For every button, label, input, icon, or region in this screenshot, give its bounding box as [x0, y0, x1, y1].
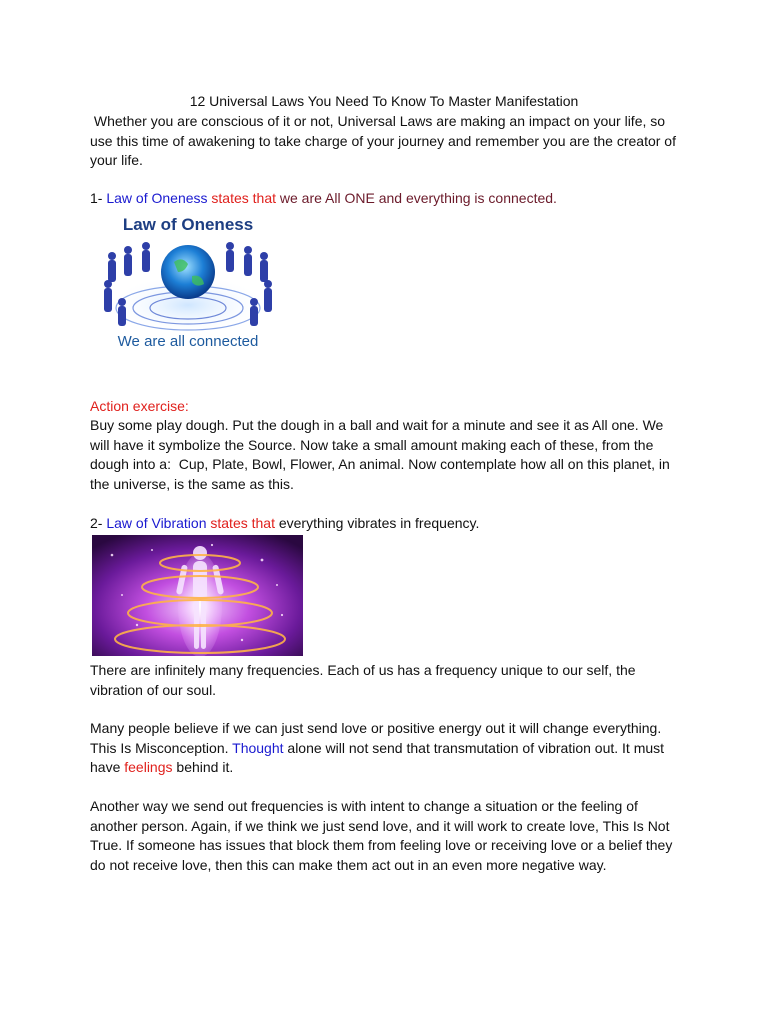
- law1-statement: we are All ONE and everything is connected.: [279, 190, 557, 206]
- frequencies-paragraph: [90, 661, 690, 700]
- text-span: have: [90, 759, 125, 775]
- oneness-heading: Law of Oneness: [122, 215, 254, 234]
- text-span: This Is Misconception.: [90, 739, 233, 756]
- action-exercise-text: [90, 416, 690, 494]
- paragraph-line: do not receive love, then this can make them act out in an even more negative way.: [90, 856, 607, 873]
- intro-line: use this time of awakening to take charge of your journey and remember you are the creator of: [90, 132, 676, 149]
- action-exercise-label: Action exercise:: [90, 398, 189, 414]
- feelings-highlight: feelings: [124, 759, 173, 775]
- law2-number: 2-: [90, 515, 107, 531]
- law1-heading: [90, 189, 690, 209]
- paragraph-line: Another way we send out frequencies is with intent to change a situation or the feeling of: [90, 798, 638, 814]
- paragraph-line: [90, 758, 690, 778]
- intro-paragraph: [90, 112, 690, 171]
- intent-paragraph: [90, 797, 690, 875]
- thought-highlight: Thought: [232, 739, 284, 756]
- paragraph-line: another person. Again, if we think we just send love, and it will work to create love, This Is Not: [90, 817, 670, 834]
- law2-name: Law of Vibration: [106, 515, 207, 531]
- action-line: will have it symbolize the Source. Now take a small amount making each of these, from the: [90, 436, 654, 453]
- law-of-oneness-image: [94, 210, 282, 358]
- globe-icon: [161, 245, 215, 299]
- paragraph-line: There are infinitely many frequencies. Each of us has a frequency unique to our self, the: [90, 662, 636, 678]
- document-title: 12 Universal Laws You Need To Know To Master Manifestation: [189, 93, 579, 109]
- intro-line: your life.: [90, 152, 143, 168]
- paragraph-line: [90, 739, 690, 759]
- law1-name: Law of Oneness: [106, 190, 208, 206]
- intro-line: Whether you are conscious of it or not, Universal Laws are making an impact on your life, so: [90, 113, 666, 129]
- text-span: alone will not send that transmutation of vibration out. It must: [283, 739, 665, 756]
- paragraph-line: vibration of our soul.: [90, 681, 217, 698]
- oneness-caption: We are all connected: [117, 333, 259, 350]
- paragraph-line: Many people believe if we can just send love or positive energy out it will change everything.: [90, 720, 662, 736]
- law-of-vibration-image: [92, 535, 303, 656]
- action-line: dough into a: Cup, Plate, Bowl, Flower, An animal. Now contemplate how all on this planet, in: [90, 456, 670, 472]
- oneness-illustration: [94, 210, 282, 358]
- action-line: Buy some play dough. Put the dough in a ball and wait for a minute and see it as All one. We: [90, 417, 664, 433]
- misconception-paragraph: [90, 719, 690, 778]
- law2-states: states that: [206, 515, 279, 531]
- law1-states: states that: [207, 190, 280, 206]
- vibration-illustration: [92, 535, 303, 656]
- text-span: behind it.: [172, 759, 234, 775]
- paragraph-line: True. If someone has issues that block them from feeling love or receiving love or a belief they: [90, 837, 673, 853]
- law2-heading: [90, 514, 690, 534]
- action-line: the universe, is the same as this.: [90, 475, 294, 492]
- law2-statement: everything vibrates in frequency.: [278, 515, 480, 531]
- law1-number: 1-: [90, 190, 107, 206]
